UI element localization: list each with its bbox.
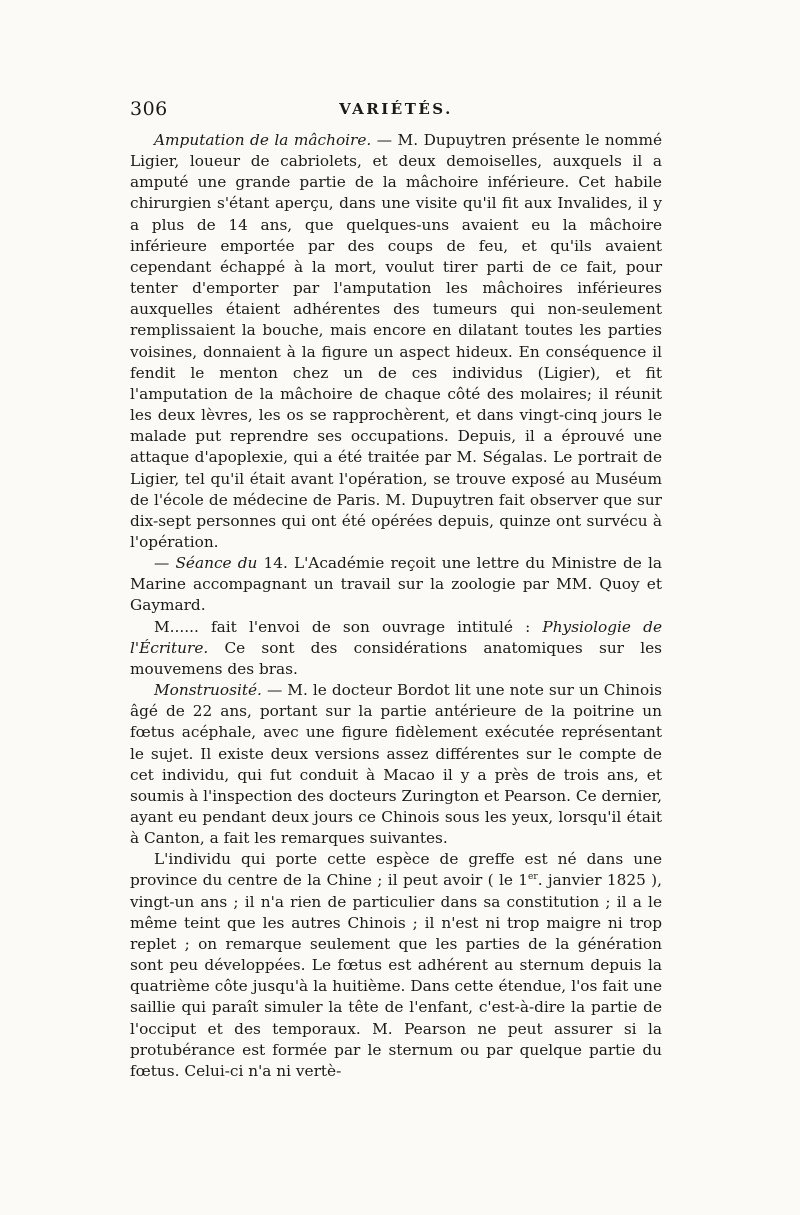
paragraph-text-before: M...... fait l'envoi de son ouvrage intitulé : <box>154 617 543 636</box>
body-text <box>130 130 662 1082</box>
paragraph-heading: Séance du <box>175 554 258 573</box>
paragraph-text-before: L'individu qui porte cette espèce de greffe est né dans une province du centre de la Chine ; il peut avoir ( le 1 <box>130 850 662 890</box>
paragraph-text-after: Ce sont des considérations anatomiques sur les mouvemens des bras. <box>130 638 662 678</box>
paragraph-heading: Amputation de la mâchoire. <box>154 131 372 149</box>
paragraph-lead: — <box>154 554 176 573</box>
paragraph-text: — M. le docteur Bordot lit une note sur un Chinois âgé de 22 ans, portant sur la partie antérieure de la poitrine un fœtus acéphale, avec une figure fidèlement exécutée représentant le sujet. Il existe deux versions assez différentes sur le compte de cet individu, qui fut conduit à Macao il y a près de trois ans, et soumis à l'inspection des docteurs Zurington et Pearson. Ce dernier, ayant eu pendant deux jours ce Chinois sous les yeux, lorsqu'il était à Canton, a fait les remarques suivantes. <box>130 681 662 848</box>
paragraph-physiologie <box>130 617 662 680</box>
paragraph-amputation <box>130 130 662 553</box>
running-head <box>130 98 662 126</box>
book-title: Physiologie de l'Écriture. <box>130 617 662 657</box>
paragraph-text: 14. L'Académie reçoit une lettre du Ministre de la Marine accompagnant un travail sur la zoologie par MM. Quoy et Gaymard. <box>130 554 662 615</box>
paragraph-seance <box>130 553 662 616</box>
paragraph-text: — M. Dupuytren présente le nommé Ligier, loueur de cabriolets, et deux demoiselles, auxquels il a amputé une grande partie de la mâchoire inférieure. Cet habile chirurgien s'étant aperçu, dans une visite qu'il fit aux Invalides, il y a plus de 14 ans, que quelques-uns avaient eu la mâchoire inférieure emportée par des coups de feu, et qu'ils avaient cependant échappé à la mort, voulut tirer parti de ce fait, pour tenter d'emporter par l'amputation les mâchoires inférieures auxquelles étaient adhérentes des tumeurs qui non-seulement remplissaient la bouche, mais encore en dilatant toutes les parties voisines, donnaient à la figure un aspect hideux. En conséquence il fendit le menton chez un de ces individus (Ligier), et fit l'amputation de la mâchoire de chaque côté des molaires; il réunit les deux lèvres, les os se rapprochèrent, et dans vingt-cinq jours le malade put reprendre ses occupations. Depuis, il a éprouvé une attaque d'apoplexie, qui a été traitée par M. Ségalas. Le portrait de Ligier, tel qu'il était avant l'opération, se trouve exposé au Muséum de l'école de médecine de Paris. M. Dupuytren fait observer que sur dix-sept personnes qui ont été opérées depuis, quinze ont survécu à l'opération. <box>130 131 662 551</box>
ordinal-superscript: er <box>528 872 538 883</box>
section-title: VARIÉTÉS. <box>339 100 453 118</box>
paragraph-heading: Monstruosité. <box>154 681 262 700</box>
paragraph-text-after: . janvier 1825 ), vingt-un ans ; il n'a rien de particulier dans sa constitution ; il a le même teint que les autres Chinois ; il n'est ni trop maigre ni trop replet ; on remarque seulement que les parties de la génération sont peu développées. Le fœtus est adhérent au sternum depuis la quatrième côte jusqu'à la huitième. Dans cette étendue, l'os fait une saillie qui paraît simuler la tête de l'enfant, c'est-à-dire la partie de l'occiput et des temporaux. M. Pearson ne peut assurer si la protubérance est formée par le sternum ou par quelque partie du fœtus. Celui-ci n'a ni vertè- <box>130 871 662 1080</box>
paragraph-monstruosite <box>130 680 662 849</box>
page-number: 306 <box>130 98 168 120</box>
paragraph-individu <box>130 849 662 1082</box>
book-page <box>130 98 662 1082</box>
